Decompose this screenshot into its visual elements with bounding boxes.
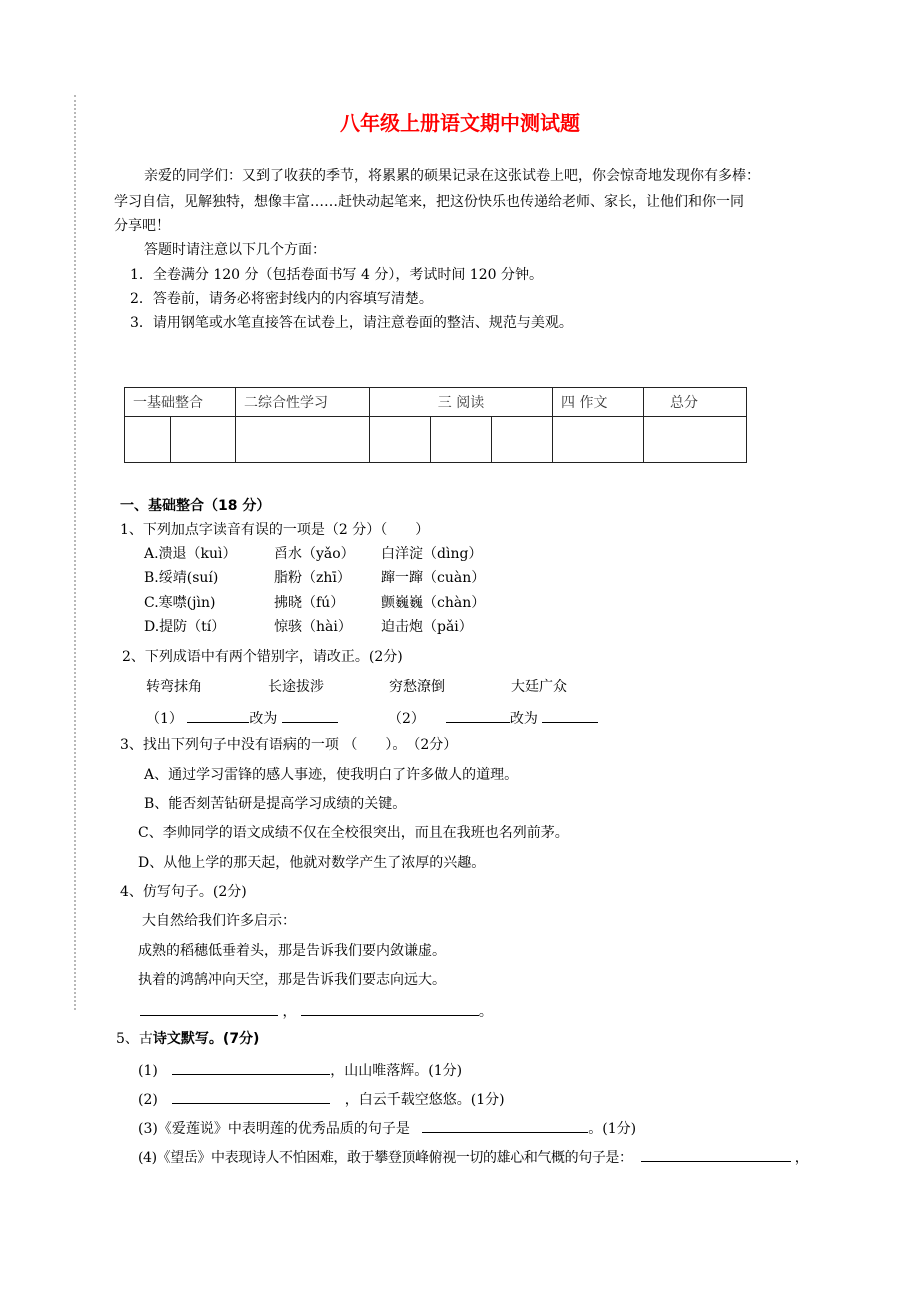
q1-option-c-2: 拂晓（fú）	[274, 595, 345, 611]
q1-option-d-3: 迫击炮（pǎi）	[381, 619, 473, 635]
q5-item-2-blank[interactable]	[172, 1089, 330, 1104]
q1-option-a-3: 白洋淀（dìng）	[381, 546, 483, 562]
score-cell[interactable]	[236, 417, 370, 463]
score-header-basics: 一基础整合	[125, 388, 236, 417]
q4-example-1: 成熟的稻穗低垂着头，那是告诉我们要内敛谦虚。	[138, 943, 446, 959]
q1-stem: 1、下列加点字读音有误的一项是（2 分）（ ）	[120, 522, 430, 538]
score-header-reading: 三 阅读	[370, 388, 553, 417]
q1-option-a-2: 舀水（yǎo）	[274, 546, 355, 562]
section-1-heading: 一、基础整合（18 分）	[120, 498, 271, 514]
binding-margin-dotted-line	[74, 95, 76, 1010]
q5-item-1-blank[interactable]	[172, 1060, 330, 1075]
q1-option-d-2: 惊骇（hài）	[274, 619, 352, 635]
q3-option-a: A、通过学习雷锋的感人事迹，使我明白了许多做人的道理。	[144, 767, 519, 783]
q3-stem: 3、找出下列句子中没有语病的一项 （ ）。 （2分）	[120, 737, 458, 753]
q5-stem-prefix: 5、古	[116, 1031, 153, 1047]
q2-blank-1b[interactable]	[282, 708, 338, 723]
intro-line-3: 分享吧！	[114, 218, 170, 234]
score-cell[interactable]	[431, 417, 492, 463]
q5-item-4-blank[interactable]	[641, 1147, 791, 1162]
intro-line-2: 学习自信，见解独特，想像丰富……赶快动起笔来，把这份快乐也传递给老师、家长，让他们和你一同	[114, 194, 744, 210]
rule-1: 1．全卷满分 120 分（包括卷面书写 4 分），考试时间 120 分钟。	[130, 267, 543, 283]
q2-idiom-1: 转弯抹角	[146, 679, 202, 695]
notice-text: 答题时请注意以下几个方面：	[144, 242, 326, 258]
q3-option-c: C、李帅同学的语文成绩不仅在全校很突出，而且在我班也名列前茅。	[138, 825, 569, 841]
score-table	[124, 387, 747, 463]
q2-idiom-2: 长途拔涉	[268, 679, 324, 695]
q2-idiom-4: 大廷广众	[511, 679, 567, 695]
score-header-integrated: 二综合性学习	[236, 388, 370, 417]
q5-item-2-label: (2)	[138, 1092, 158, 1108]
q3-option-d: D、从他上学的那天起，他就对数学产生了浓厚的兴趣。	[138, 855, 486, 871]
q5-item-3-blank[interactable]	[422, 1118, 588, 1133]
q2-stem: 2、下列成语中有两个错别字，请改正。(2分)	[122, 649, 403, 665]
q5-item-3-label: (3)《爱莲说》中表明莲的优秀品质的句子是	[138, 1121, 410, 1137]
q5-item-4-label: (4)《望岳》中表现诗人不怕困难，敢于攀登顶峰俯视一切的雄心和气概的句子是：	[138, 1150, 633, 1166]
q4-stem: 4、仿写句子。(2分)	[120, 884, 247, 900]
q2-label-1: （1）	[146, 711, 183, 727]
score-cell[interactable]	[125, 417, 171, 463]
q4-example-2: 执着的鸿鹄冲向天空，那是告诉我们要志向远大。	[138, 972, 446, 988]
q1-option-b-1: B.绥靖(suí)	[144, 570, 219, 586]
page-title: 八年级上册语文期中测试题	[340, 111, 580, 135]
q2-change-to-2: 改为	[509, 711, 538, 727]
q1-option-b-2: 脂粉（zhī）	[274, 570, 351, 586]
q4-period: 。	[478, 1004, 493, 1020]
q4-blank-2[interactable]	[301, 1001, 479, 1016]
score-cell[interactable]	[171, 417, 236, 463]
q2-label-2: （2）	[388, 711, 425, 727]
q5-item-1-label: (1)	[138, 1063, 158, 1079]
score-cell[interactable]	[553, 417, 644, 463]
q4-comma: ，	[282, 1004, 297, 1020]
q1-option-a-1: A.溃退（kuì）	[144, 546, 237, 562]
q1-option-b-3: 蹿一蹿（cuàn）	[381, 570, 486, 586]
q2-idiom-3: 穷愁潦倒	[389, 679, 445, 695]
q3-option-b: B、能否刻苦钻研是提高学习成绩的关键。	[144, 796, 407, 812]
q5-item-4-after: ，	[794, 1150, 809, 1166]
q4-blank-1[interactable]	[140, 1001, 278, 1016]
q2-change-to-1: 改为	[249, 711, 278, 727]
q1-option-d-1: D.提防（tí）	[144, 619, 226, 635]
rule-3: 3．请用钢笔或水笔直接答在试卷上，请注意卷面的整洁、规范与美观。	[130, 315, 573, 331]
q5-item-3-after: 。(1分)	[588, 1121, 637, 1137]
q1-option-c-3: 颤巍巍（chàn）	[381, 595, 486, 611]
score-cell[interactable]	[370, 417, 431, 463]
q2-blank-2b[interactable]	[542, 708, 598, 723]
q5-item-2-after: ，白云千载空悠悠。(1分)	[344, 1092, 505, 1108]
score-cell[interactable]	[492, 417, 553, 463]
score-cell[interactable]	[644, 417, 747, 463]
q5-stem: 诗文默写。(7分)	[152, 1031, 260, 1047]
intro-line-1: 亲爱的同学们：又到了收获的季节，将累累的硕果记录在这张试卷上吧，你会惊奇地发现你有多棒：	[144, 168, 760, 184]
q2-blank-2a[interactable]	[446, 708, 510, 723]
score-header-total: 总分	[644, 388, 747, 417]
rule-2: 2．答卷前，请务必将密封线内的内容填写清楚。	[130, 291, 433, 307]
score-header-writing: 四 作文	[553, 388, 644, 417]
q1-option-c-1: C.寒噤(jìn)	[144, 595, 216, 611]
q4-lead: 大自然给我们许多启示：	[142, 913, 296, 929]
q2-blank-1a[interactable]	[187, 708, 249, 723]
q5-item-1-after: ，山山唯落辉。(1分)	[330, 1063, 463, 1079]
